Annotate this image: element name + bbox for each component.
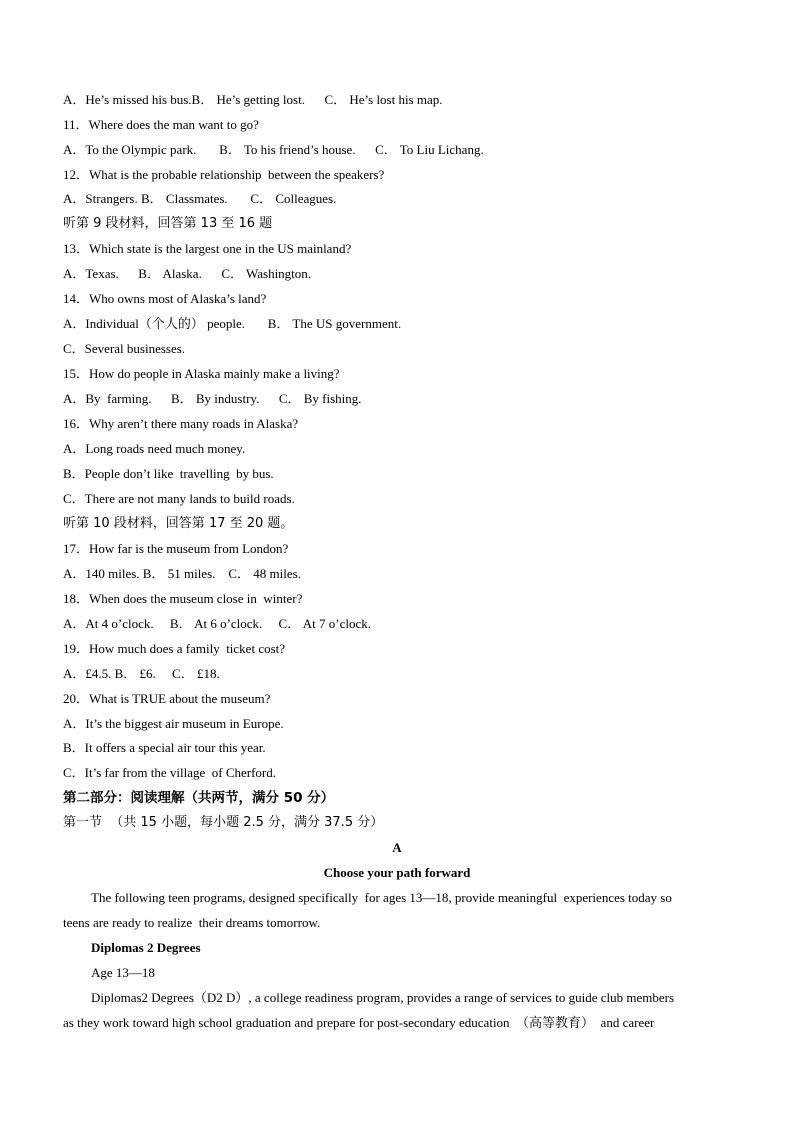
intro-paragraph-line-1: The following teen programs, designed specifically for ages 13—18, provide meaningful experiences today so: [91, 890, 672, 905]
options-q18: A．At 4 o’clock. B． At 6 o’clock. C． At 7 o’clock.: [63, 616, 371, 631]
options-q11: A．To the Olympic park. B． To his friend’s house. C． To Liu Lichang.: [63, 142, 484, 157]
passage-title: Choose your path forward: [323, 865, 471, 880]
intro-paragraph-line-2: teens are ready to realize their dreams tomorrow.: [63, 915, 321, 930]
options-q12: A．Strangers. B． Classmates. C． Colleagues.: [63, 191, 337, 206]
option-q20-c: C．It’s far from the village of Cherford.: [63, 765, 276, 780]
question-20: 20．What is TRUE about the museum?: [63, 691, 271, 706]
question-13: 13．Which state is the largest one in the US mainland?: [63, 241, 352, 256]
question-14: 14．Who owns most of Alaska’s land?: [63, 291, 267, 306]
option-q16-b: B．People don’t like travelling by bus.: [63, 466, 274, 481]
question-16: 16．Why aren’t there many roads in Alaska?: [63, 416, 299, 431]
question-15: 15．How do people in Alaska mainly make a living?: [63, 366, 340, 381]
instruction-section-9: 听第 9 段材料，回答第 13 至 16 题: [63, 216, 273, 231]
options-q15: A．By farming. B． By industry. C． By fishing.: [63, 391, 362, 406]
section-heading: 第二部分：阅读理解（共两节，满分 50 分）: [63, 790, 335, 806]
program-age: Age 13—18: [91, 965, 155, 980]
options-q13: A．Texas. B． Alaska. C． Washington.: [63, 266, 312, 281]
passage-letter: A: [392, 840, 402, 855]
program-title: Diplomas 2 Degrees: [91, 940, 201, 955]
option-q16-c: C．There are not many lands to build roads.: [63, 491, 295, 506]
question-11: 11．Where does the man want to go?: [63, 117, 259, 132]
option-q20-a: A．It’s the biggest air museum in Europe.: [63, 716, 284, 731]
options-q14-c: C．Several businesses.: [63, 341, 186, 356]
option-q16-a: A．Long roads need much money.: [63, 441, 246, 456]
options-q19: A．£4.5. B． £6. C． £18.: [63, 666, 220, 681]
question-18: 18．When does the museum close in winter?: [63, 591, 303, 606]
program-description-line-2: as they work toward high school graduation and prepare for post-secondary education （高等教育） and career: [63, 1015, 655, 1030]
option-q20-b: B．It offers a special air tour this year.: [63, 740, 266, 755]
subsection-heading: 第一节 （共 15 小题，每小题 2.5 分，满分 37.5 分）: [63, 815, 384, 830]
option-line-q10: A．He’s missed his bus.B． He’s getting lost. C． He’s lost his map.: [63, 92, 443, 107]
question-12: 12．What is the probable relationship between the speakers?: [63, 167, 385, 182]
question-17: 17．How far is the museum from London?: [63, 541, 289, 556]
options-q14-ab: A．Individual（个人的） people. B． The US government.: [63, 316, 402, 331]
instruction-section-10: 听第 10 段材料，回答第 17 至 20 题。: [63, 516, 294, 531]
program-description-line-1: Diplomas2 Degrees（D2 D）, a college readiness program, provides a range of services to guide club members: [91, 990, 675, 1005]
options-q17: A．140 miles. B． 51 miles. C． 48 miles.: [63, 566, 301, 581]
question-19: 19．How much does a family ticket cost?: [63, 641, 286, 656]
